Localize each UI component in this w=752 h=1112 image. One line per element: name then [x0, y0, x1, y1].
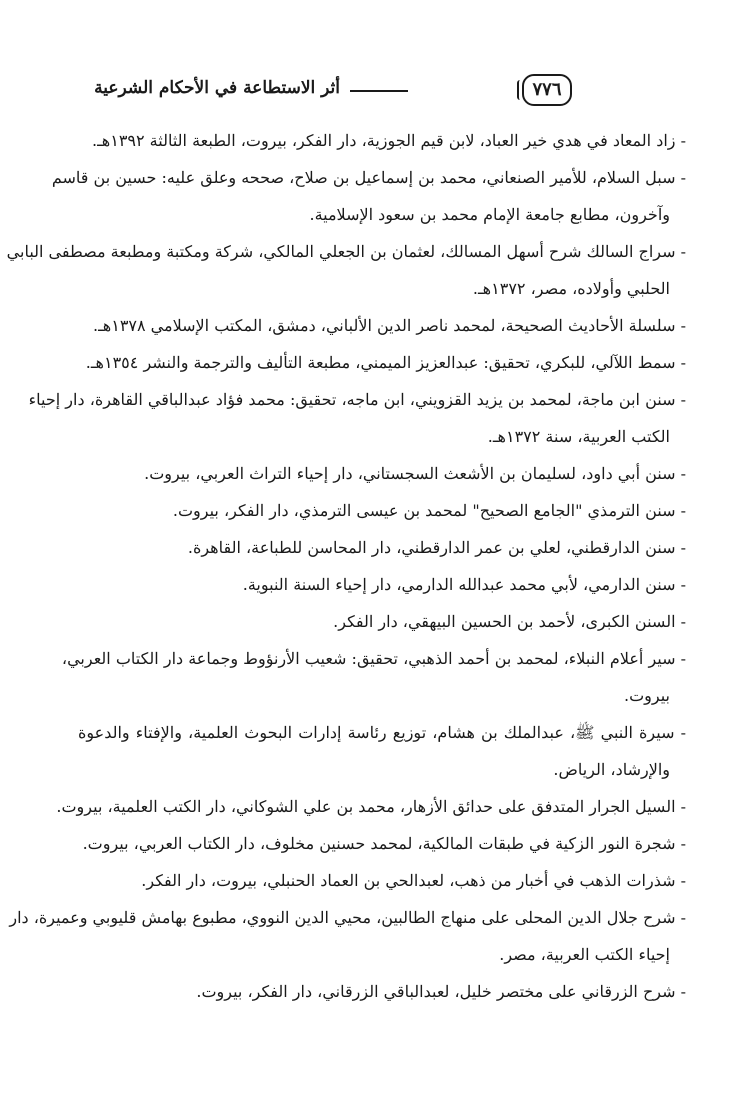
bibliography-entry — [6, 233, 686, 307]
header-rule — [350, 90, 408, 92]
bibliography-entry — [78, 455, 686, 492]
entry-line: إحياء الكتب العربية، مصر. — [499, 945, 670, 964]
entry-line: والإرشاد، الرياض. — [553, 760, 670, 779]
entry-line: - السنن الكبرى، لأحمد بن الحسين البيهقي، دار الفكر. — [333, 612, 686, 631]
entry-line: وآخرون، مطابع جامعة الإمام محمد بن سعود الإسلامية. — [309, 205, 670, 224]
bibliography-entry — [61, 640, 686, 714]
bibliography-entry — [78, 825, 686, 862]
entry-line: - سير أعلام النبلاء، لمحمد بن أحمد الذهبي، تحقيق: شعيب الأرنؤوط وجماعة دار الكتاب العربي، — [61, 649, 686, 668]
entry-line: - شذرات الذهب في أخبار من ذهب، لعبدالحي بن العماد الحنبلي، بيروت، دار الفكر. — [141, 871, 686, 890]
entry-line: - سيرة النبي ﷺ، عبدالملك بن هشام، توزيع رئاسة إدارات البحوث العلمية، والإفتاء والدعوة — [78, 723, 686, 742]
bibliography-entry — [78, 973, 686, 1010]
entry-line: الكتب العربية، سنة ١٣٧٢هـ. — [487, 427, 670, 446]
bibliography-entry — [78, 122, 686, 159]
entry-line: - شرح جلال الدين المحلى على منهاج الطالبين، محيي الدين النووي، مطبوع بهامش قليوبي وعميرة، دار — [9, 908, 686, 927]
entry-line: - سراج السالك شرح أسهل المسالك، لعثمان بن الجعلي المالكي، شركة ومكتبة ومطبعة مصطفى البابي — [6, 242, 686, 261]
bibliography-entry — [78, 862, 686, 899]
entry-line: الحلبي وأولاده، مصر، ١٣٧٢هـ. — [472, 279, 670, 298]
entry-line: - سلسلة الأحاديث الصحيحة، لمحمد ناصر الدين الألباني، دمشق، المكتب الإسلامي ١٣٧٨هـ. — [93, 316, 686, 335]
entry-line: - سنن الدارقطني، لعلي بن عمر الدارقطني، دار المحاسن للطباعة، القاهرة. — [187, 538, 686, 557]
entry-line: - سنن الدارمي، لأبي محمد عبدالله الدارمي، دار إحياء السنة النبوية. — [242, 575, 686, 594]
page-number: ٧٧٦ — [522, 74, 572, 106]
bibliography-entry — [28, 381, 686, 455]
bibliography-entry — [9, 899, 686, 973]
entry-line: - زاد المعاد في هدي خير العباد، لابن قيم الجوزية، دار الفكر، بيروت، الطبعة الثالثة ١٣٩٢هـ. — [92, 131, 686, 150]
bibliography-entry — [78, 714, 686, 788]
bibliography-entry — [56, 788, 686, 825]
entry-line: - شرح الزرقاني على مختصر خليل، لعبدالباقي الزرقاني، دار الفكر، بيروت. — [196, 982, 686, 1001]
entry-line: - سنن ابن ماجة، لمحمد بن يزيد القزويني، ابن ماجه، تحقيق: محمد فؤاد عبدالباقي القاهرة، دار إحياء — [28, 390, 686, 409]
bibliography-entry — [78, 307, 686, 344]
bibliography-entry — [51, 159, 686, 233]
bibliography-entry — [78, 344, 686, 381]
entry-line: بيروت. — [624, 686, 670, 705]
bibliography-list — [6, 122, 686, 1042]
bibliography-entry — [78, 529, 686, 566]
entry-line: - سنن أبي داود، لسليمان بن الأشعث السجستاني، دار إحياء التراث العربي، بيروت. — [144, 464, 686, 483]
bibliography-entry — [78, 492, 686, 529]
running-title: أثر الاستطاعة في الأحكام الشرعية — [94, 78, 340, 98]
entry-line: - السيل الجرار المتدفق على حدائق الأزهار، محمد بن علي الشوكاني، دار الكتب العلمية، بيروت. — [56, 797, 686, 816]
entry-line: - سبل السلام، للأمير الصنعاني، محمد بن إسماعيل بن صلاح، صححه وعلق عليه: حسين بن قاسم — [51, 168, 686, 187]
entry-line: - سنن الترمذي "الجامع الصحيح" لمحمد بن عيسى الترمذي، دار الفكر، بيروت. — [172, 501, 686, 520]
bibliography-entry — [78, 603, 686, 640]
bibliography-entry — [78, 566, 686, 603]
entry-line: - شجرة النور الزكية في طبقات المالكية، لمحمد حسنين مخلوف، دار الكتاب العربي، بيروت. — [82, 834, 686, 853]
entry-line: - سمط اللآلي، للبكري، تحقيق: عبدالعزيز الميمني، مطبعة التأليف والترجمة والنشر ١٣٥٤هـ. — [85, 353, 686, 372]
page-header — [58, 70, 704, 110]
